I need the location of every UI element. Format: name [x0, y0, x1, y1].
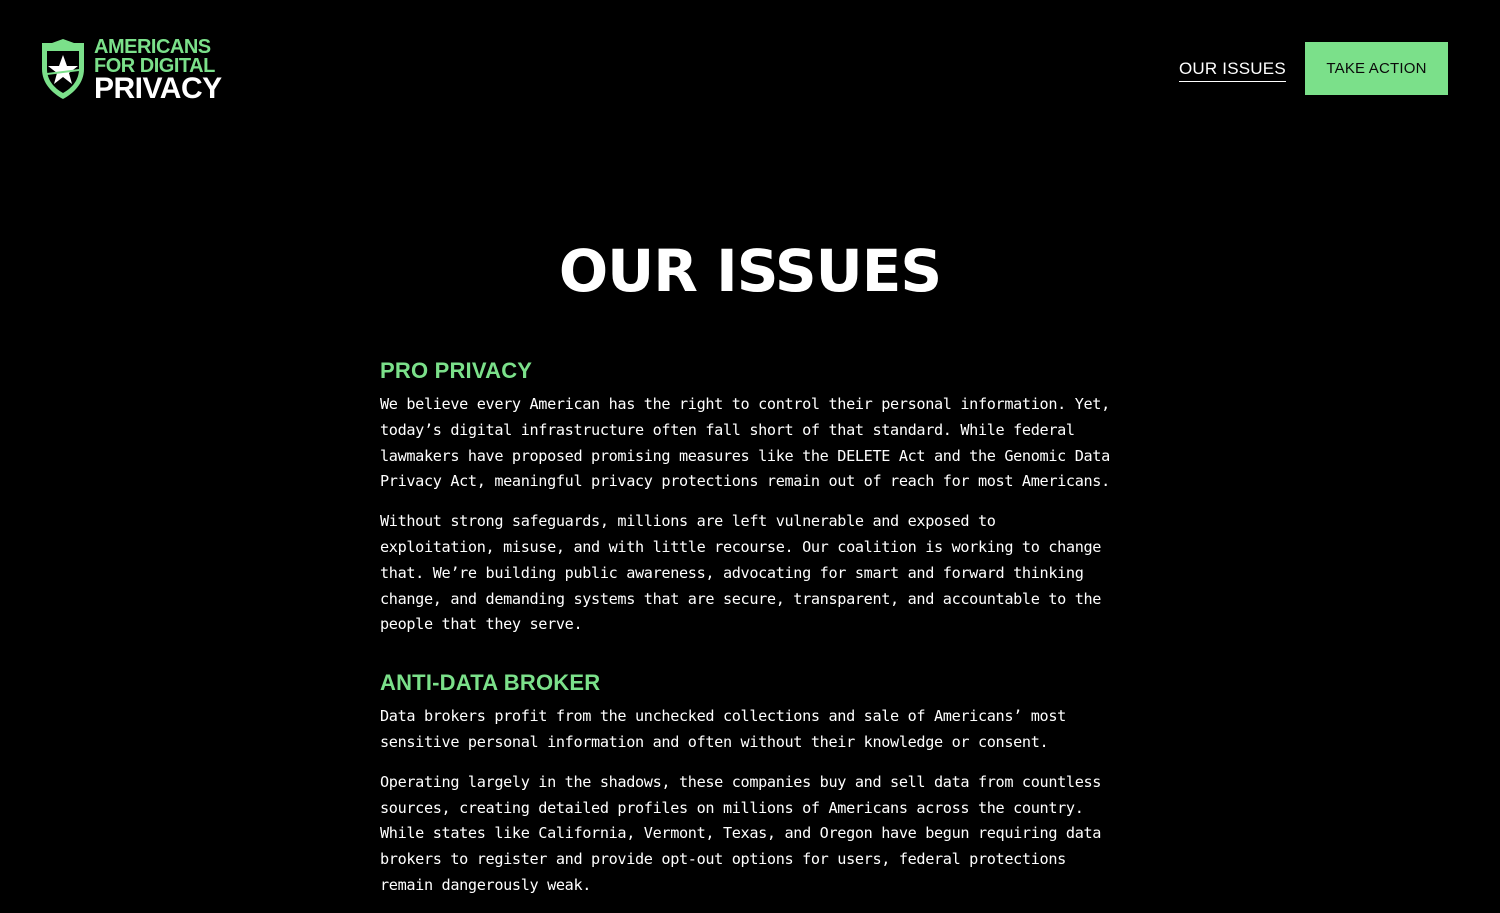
- nav-link-our-issues[interactable]: OUR ISSUES: [1179, 59, 1286, 82]
- take-action-button[interactable]: TAKE ACTION: [1305, 42, 1448, 95]
- section-heading: PRO PRIVACY: [380, 358, 533, 383]
- section-paragraph: Operating largely in the shadows, these companies buy and sell data from countless sources, creating detailed profiles on millions of Americans across the country. While states like California, Vermont, Texas, and Oregon have begun requiring data brokers to register and provide opt-out options for users, federal protections remain dangerously weak.: [380, 772, 1102, 894]
- issue-section-anti-data-broker: [380, 668, 1115, 899]
- logo-line-for-digital: FOR DIGITAL: [94, 55, 215, 77]
- logo-wordmark: [94, 36, 222, 105]
- page-title: OUR ISSUES: [558, 237, 942, 305]
- site-logo[interactable]: [38, 36, 222, 105]
- logo-line-americans: AMERICANS: [94, 36, 211, 58]
- section-paragraph: We believe every American has the right to control their personal information. Yet, today’s digital infrastructure often fall short of that standard. While federal lawmakers have proposed promising measures like the DELETE Act and the Genomic Data Privacy Act, meaningful privacy protections remain out of reach for most Americans.: [380, 395, 1110, 491]
- site-header: [0, 0, 1500, 140]
- issue-section-pro-privacy: [380, 356, 1115, 638]
- shield-star-icon: [38, 39, 88, 101]
- section-paragraph: Without strong safeguards, millions are left vulnerable and exposed to exploitation, misuse, and with little recourse. Our coalition is working to change that. We’re building public awareness, advocating for smart and forward thinking change, and demanding systems that are secure, transparent, and accountable to the people that they serve.: [380, 512, 1102, 634]
- logo-line-privacy: PRIVACY: [94, 72, 222, 105]
- section-heading: ANTI-DATA BROKER: [380, 670, 601, 696]
- section-paragraph: Data brokers profit from the unchecked collections and sale of Americans’ most sensitive personal information and often without their knowledge or consent.: [380, 707, 1066, 751]
- issues-content: [380, 356, 1115, 913]
